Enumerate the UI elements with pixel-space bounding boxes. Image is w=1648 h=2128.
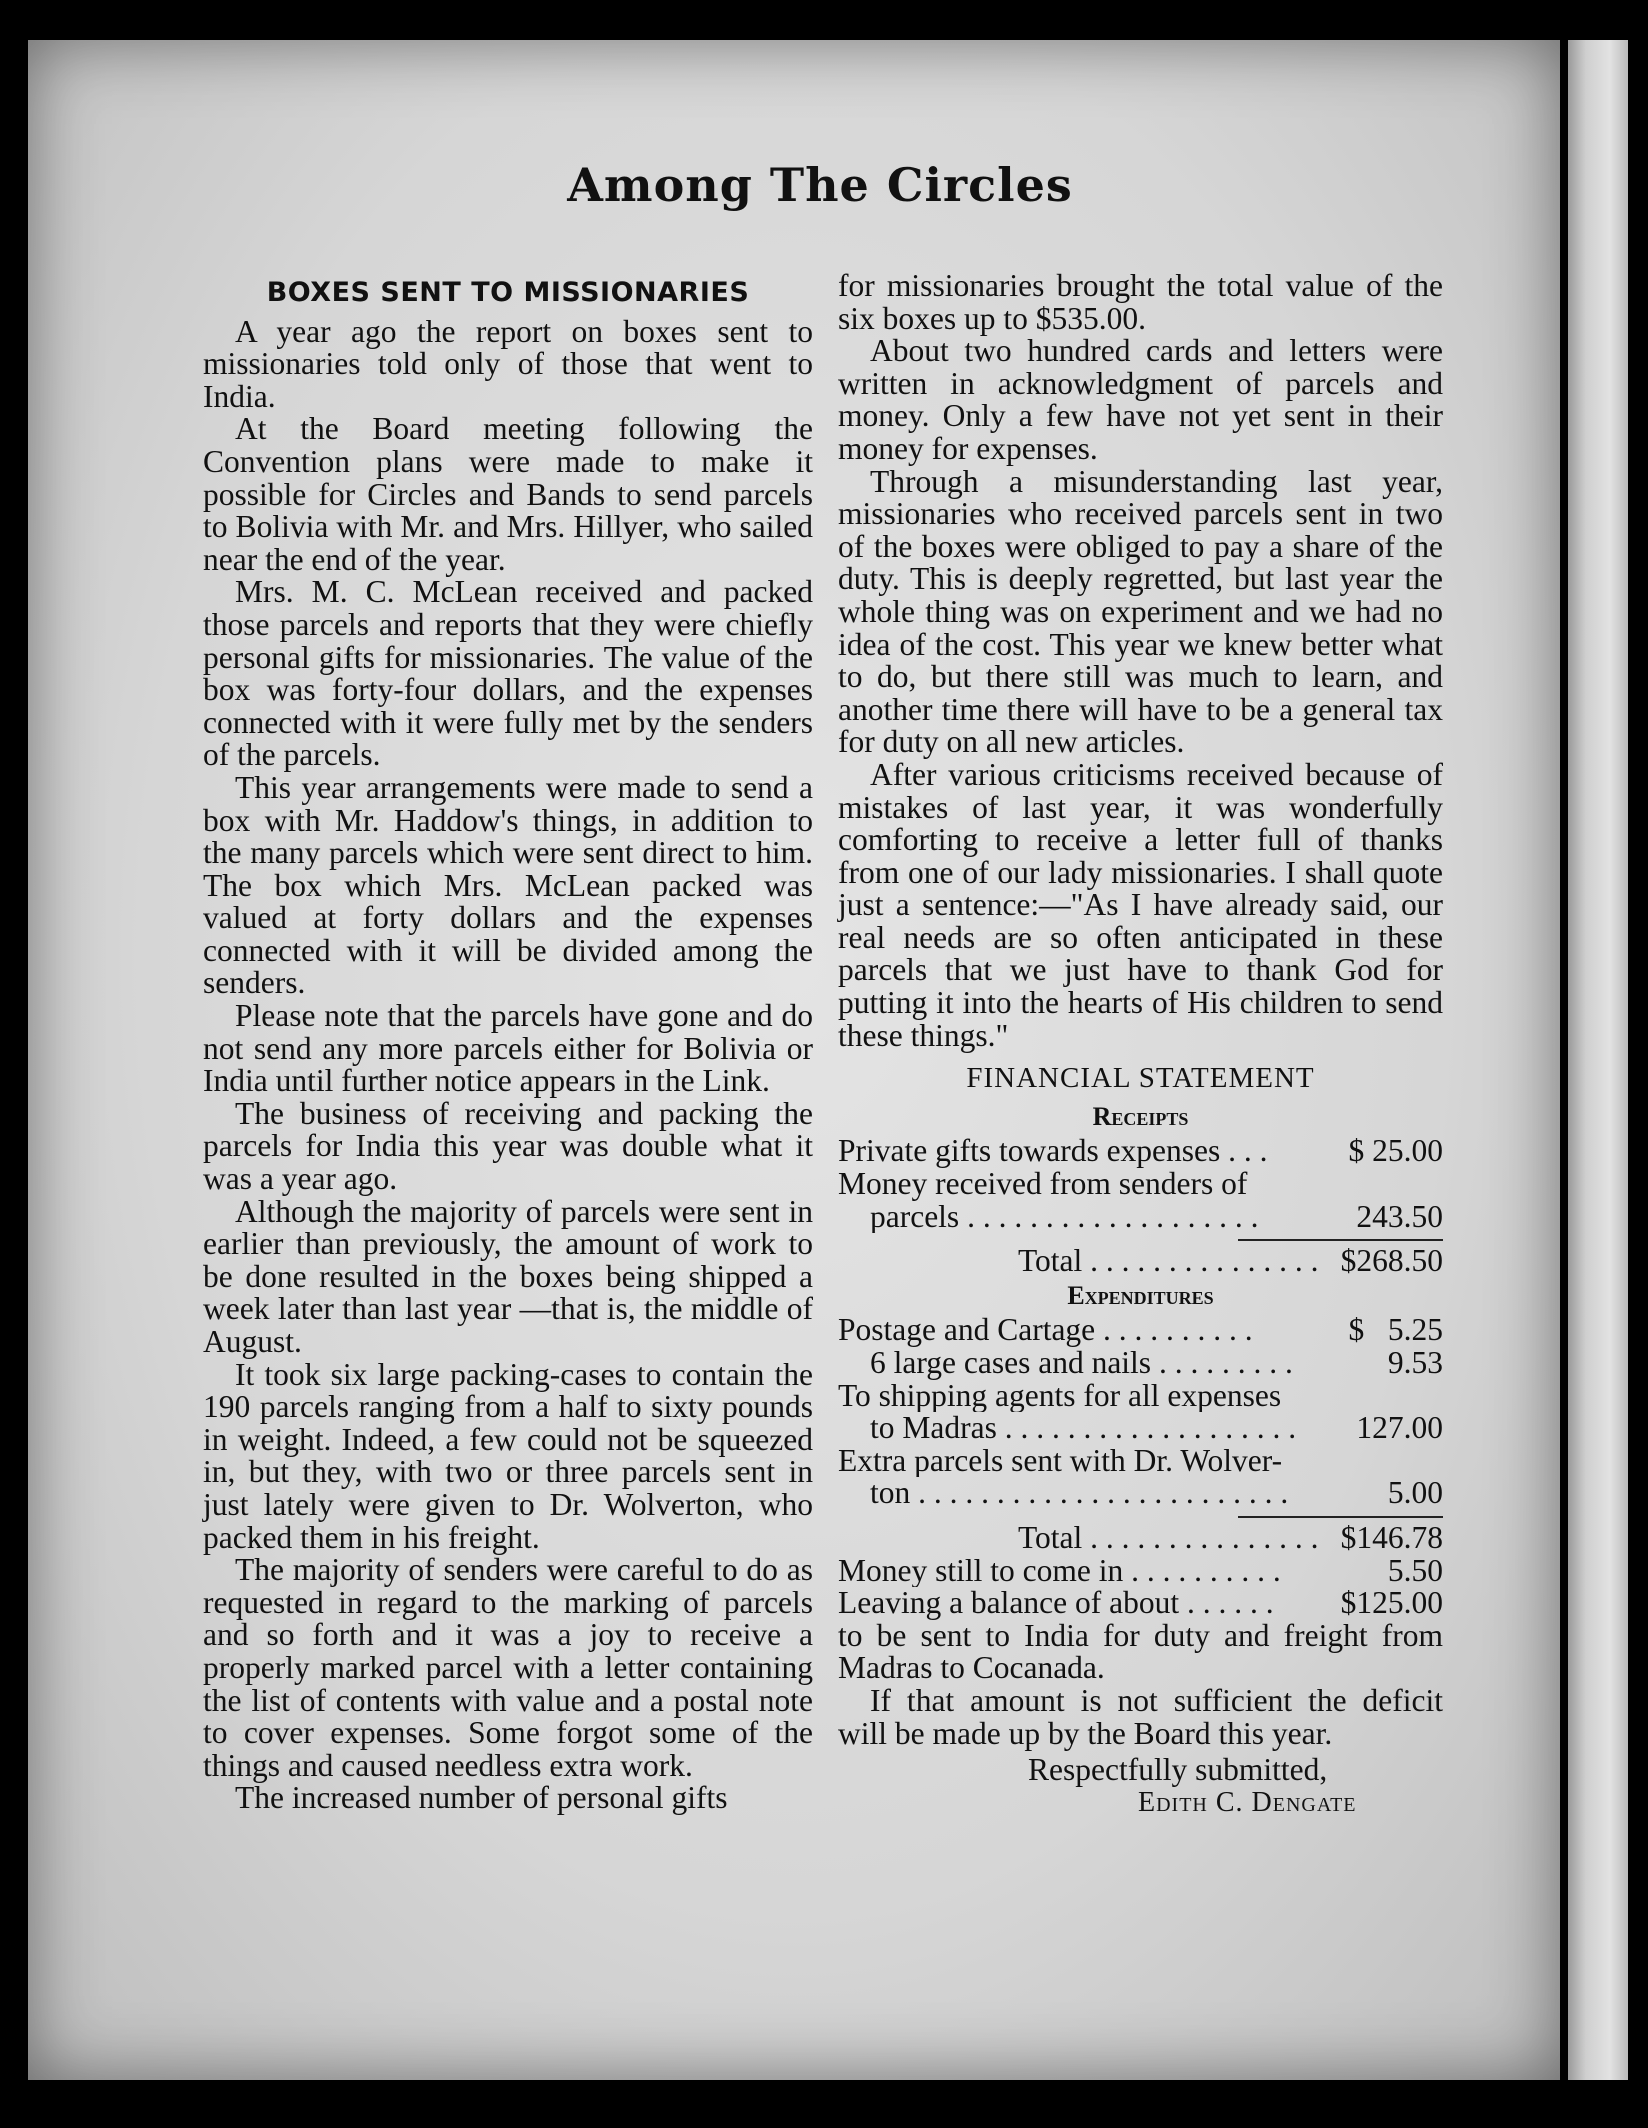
ledger-amount: 5.00 [1387, 1475, 1443, 1511]
ledger-total-row [838, 1245, 1443, 1278]
ledger-row [838, 1445, 1443, 1478]
ledger-label: Money still to come in . . . . . . . . . . [838, 1554, 1281, 1588]
paragraph: About two hundred cards and letters were written in acknowledgment of parcels and money. Only a few have not yet sent in their money for expenses. [838, 333, 1443, 466]
ledger-amount: 127.00 [1356, 1410, 1443, 1446]
article-title: BOXES SENT TO MISSIONARIES [266, 277, 750, 308]
paragraph: After various criticisms received because of mistakes of last year, it was wonderfully comforting to receive a letter full of thanks from one of our lady missionaries. I shall quote just a sentence:—"As I have already said, our real needs are so often anticipated in these parcels that we just have to thank God for putting it into the hearts of His children to send these things." [838, 756, 1443, 1053]
signature: Edith C. Dengate [1138, 1786, 1357, 1818]
continued-paragraph: for missionaries brought the total value of the six boxes up to $535.00. [838, 268, 1443, 336]
ledger-label: Leaving a balance of about . . . . . . [838, 1587, 1274, 1620]
ledger-row [838, 1477, 1443, 1510]
paragraph: It took six large packing-cases to contain the 190 parcels ranging from a half to sixty pounds in weight. Indeed, a few could not be squeezed in, but they, with two or three parcels sent in just lately were given to Dr. Wolverton, who packed them in his freight. [203, 1356, 813, 1555]
sum-rule [1238, 1516, 1443, 1518]
left-column [203, 277, 813, 1815]
sum-rule [1238, 1239, 1443, 1241]
closing-line: Respectfully submitted, [1028, 1752, 1328, 1788]
right-column [838, 270, 1443, 1819]
ledger-amount: 9.53 [1387, 1345, 1443, 1380]
ledger-label: Total . . . . . . . . . . . . . . . [1018, 1521, 1319, 1555]
paragraph: The increased number of personal gifts [235, 1780, 728, 1816]
paragraph: The business of receiving and packing the parcels for India this year was double what it was a year ago. [203, 1095, 813, 1197]
ledger-label: 6 large cases and nails . . . . . . . . . [870, 1347, 1293, 1380]
ledger-amount: 243.50 [1356, 1198, 1443, 1234]
ledger-row [838, 1587, 1443, 1620]
ledger-row [838, 1168, 1443, 1201]
paragraph: The majority of senders were careful to do as requested in regard to the marking of parcels and so forth and it was a joy to receive a properly marked parcel with a letter containing the list of contents with value and a postal note to cover expenses. Some forgot some of the things and caused needless extra work. [203, 1552, 813, 1783]
ledger-label: Private gifts towards expenses . . . [838, 1135, 1268, 1169]
ledger-row [838, 1347, 1443, 1380]
ledger-row [838, 1314, 1443, 1347]
paragraph: A year ago the report on boxes sent to missionaries told only of those that went to India. [203, 313, 813, 414]
ledger-label: ton . . . . . . . . . . . . . . . . . . . . . . . . [870, 1477, 1289, 1510]
paragraph: Through a misunderstanding last year, missionaries who received parcels sent in two of the boxes were obliged to pay a share of the duty. This is deeply regretted, but last year the whole thing was on experiment and we had no idea of the cost. This year we knew better what to do, but there still was much to learn, and another time there will have to be a general tax for duty on all new articles. [838, 463, 1443, 760]
financial-statement-title: FINANCIAL STATEMENT [966, 1062, 1315, 1095]
paragraph: This year arrangements were made to send a box with Mr. Haddow's things, in addition to the many parcels which were sent direct to him. The box which Mrs. McLean packed was valued at forty dollars and the expenses connected with it will be divided among the senders. [203, 769, 813, 1001]
receipts-heading: Receipts [1092, 1101, 1189, 1131]
ledger-row [838, 1552, 1443, 1588]
financial-statement [838, 1062, 1443, 1750]
ledger-amount: 5.50 [1387, 1552, 1443, 1588]
ledger-row [838, 1412, 1443, 1445]
ledger-label: parcels . . . . . . . . . . . . . . . . . . . [870, 1200, 1259, 1234]
ledger-amount: $125.00 [1340, 1585, 1443, 1621]
ledger-row [838, 1380, 1443, 1413]
expenditures-heading: Expenditures [1067, 1280, 1214, 1310]
ledger-amount: $268.50 [1340, 1243, 1443, 1279]
paragraph: Although the majority of parcels were sent in earlier than previously, the amount of work to be done resulted in the boxes being shipped a week later than last year —that is, the middle of August. [203, 1193, 813, 1359]
ledger-label: To shipping agents for all expenses [838, 1379, 1282, 1413]
ledger-amount: $ 25.00 [1348, 1133, 1443, 1169]
next-page-edge [1568, 40, 1628, 2080]
ledger-label: Postage and Cartage . . . . . . . . . . [838, 1314, 1253, 1347]
ledger-label: Total . . . . . . . . . . . . . . . [1018, 1245, 1319, 1278]
ledger-label: Money received from senders of [838, 1168, 1248, 1201]
ledger-amount: $ 5.25 [1348, 1312, 1443, 1348]
page-heading: Among The Circles [567, 158, 1073, 212]
ledger-label: Extra parcels sent with Dr. Wolver- [838, 1444, 1283, 1478]
paragraph: Please note that the parcels have gone and do not send any more parcels either for Bolivia or India until further notice appears in the Link. [203, 998, 813, 1099]
ledger-total-row [838, 1519, 1443, 1555]
paragraph: to be sent to India for duty and freight from Madras to Cocanada. [838, 1617, 1443, 1686]
ledger-row [838, 1198, 1443, 1234]
ledger-label: to Madras . . . . . . . . . . . . . . . . . . . [870, 1412, 1297, 1445]
ledger-row [838, 1135, 1443, 1168]
ledger-amount: $146.78 [1340, 1519, 1443, 1555]
paragraph: At the Board meeting following the Convention plans were made to make it possible for Circles and Bands to send parcels to Bolivia with Mr. and Mrs. Hillyer, who sailed near the end of the year. [203, 411, 813, 577]
paragraph: Mrs. M. C. McLean received and packed those parcels and reports that they were chiefly personal gifts for missionaries. The value of the box was forty-four dollars, and the expenses connected with it were fully met by the senders of the parcels. [203, 574, 813, 773]
paragraph: If that amount is not sufficient the deficit will be made up by the Board this year. [838, 1682, 1443, 1751]
